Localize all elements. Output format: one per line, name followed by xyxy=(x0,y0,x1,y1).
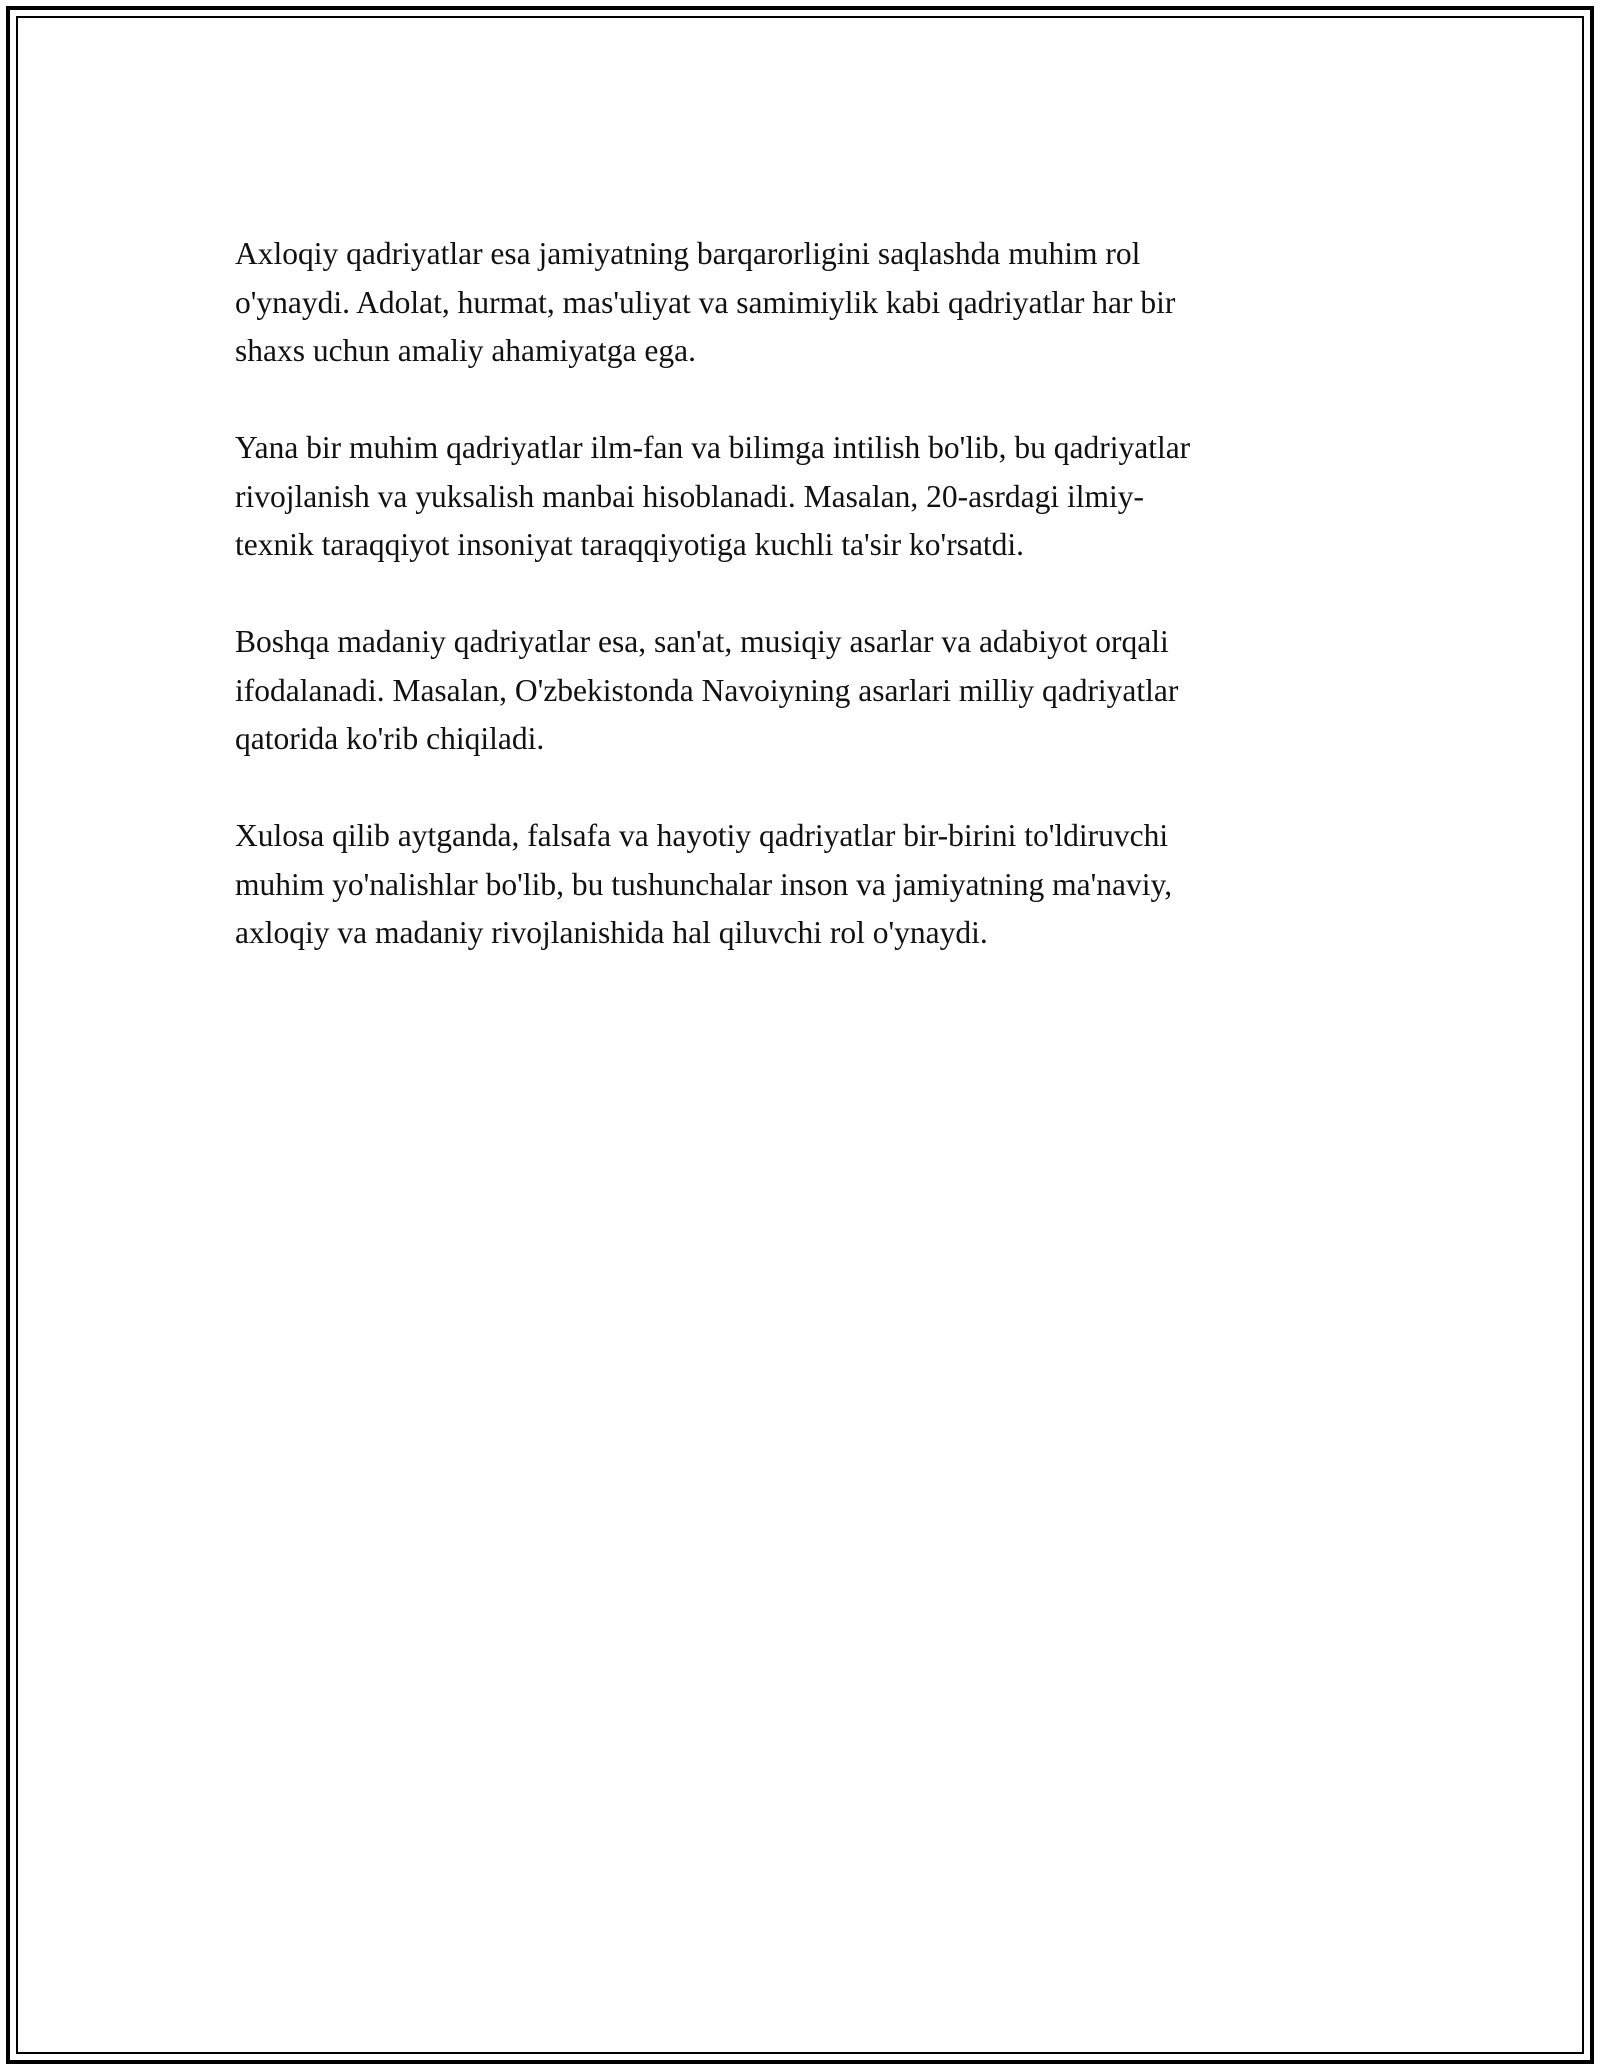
paragraph-science-values xyxy=(235,424,1375,570)
text-line: o'ynaydi. Adolat, hurmat, mas'uliyat va samimiylik kabi qadriyatlar har bir xyxy=(235,284,1176,320)
text-line: rivojlanish va yuksalish manbai hisoblanadi. Masalan, 20-asrdagi ilmiy- xyxy=(235,478,1144,514)
text-line: Boshqa madaniy qadriyatlar esa, san'at, musiqiy asarlar va adabiyot orqali xyxy=(235,624,1169,659)
text-line: axloqiy va madaniy rivojlanishida hal qiluvchi rol o'ynaydi. xyxy=(235,915,988,950)
text-line: texnik taraqqiyot insoniyat taraqqiyotiga kuchli ta'sir ko'rsatdi. xyxy=(235,527,1025,562)
text-line: muhim yo'nalishlar bo'lib, bu tushunchalar inson va jamiyatning ma'naviy, xyxy=(235,866,1173,902)
text-line: Yana bir muhim qadriyatlar ilm-fan va bilimga intilish bo'lib, bu qadriyatlar xyxy=(235,430,1191,465)
text-line: shaxs uchun amaliy ahamiyatga ega. xyxy=(235,333,696,368)
paragraph-cultural-values xyxy=(235,618,1375,764)
document-body xyxy=(235,230,1375,1006)
paragraph-ethical-values xyxy=(235,230,1375,376)
paragraph-conclusion xyxy=(235,812,1375,958)
text-line: qatorida ko'rib chiqiladi. xyxy=(235,721,545,756)
text-line: Xulosa qilib aytganda, falsafa va hayotiy qadriyatlar bir-birini to'ldiruvchi xyxy=(235,818,1169,853)
text-line: ifodalanadi. Masalan, O'zbekistonda Navoiyning asarlari milliy qadriyatlar xyxy=(235,672,1179,708)
text-line: Axloqiy qadriyatlar esa jamiyatning barqarorligini saqlashda muhim rol xyxy=(235,236,1141,271)
